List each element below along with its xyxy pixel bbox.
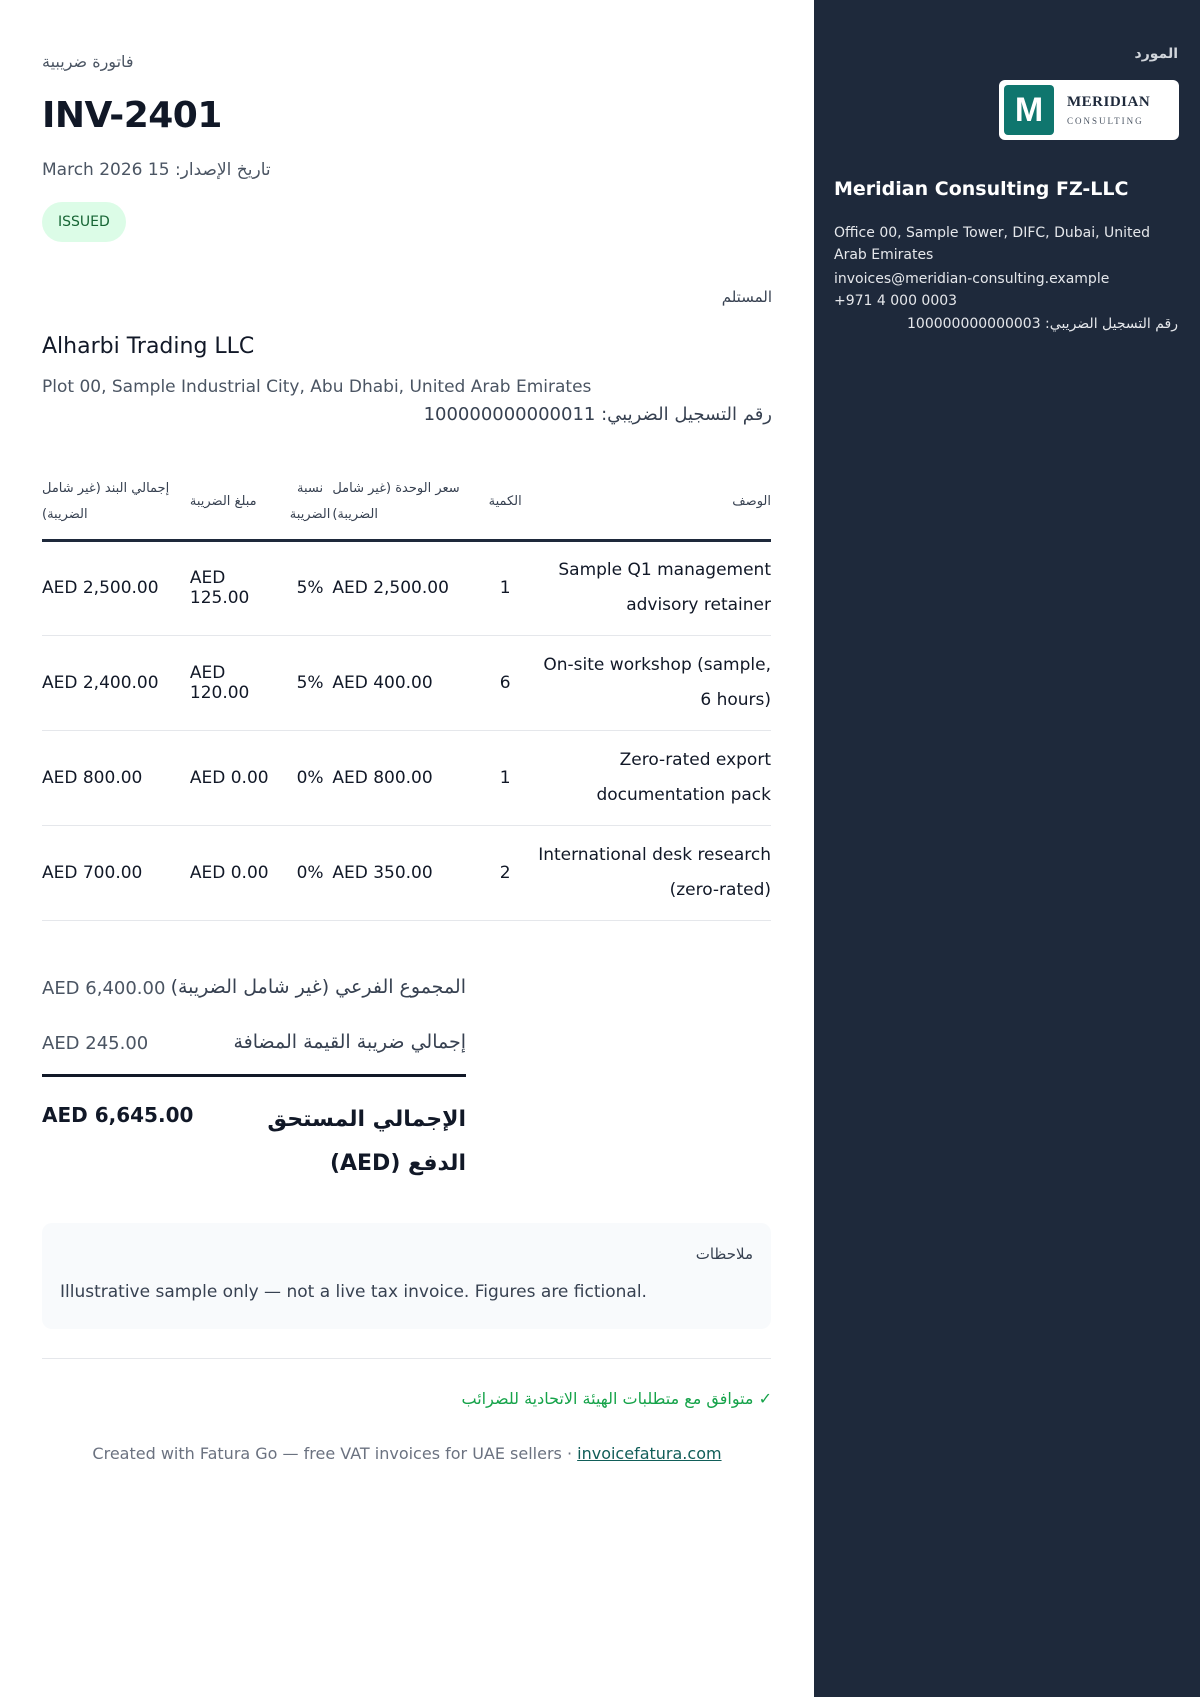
supplier-sidebar — [814, 0, 1200, 1697]
footer-credit — [0, 1444, 814, 1463]
header-quantity: الكمية — [480, 466, 530, 540]
supplier-address: Office 00, Sample Tower, DIFC, Dubai, United Arab Emirates — [834, 225, 1150, 263]
header-line-total: إجمالي البند (غير شامل الضريبة) — [42, 466, 190, 540]
cell-description: Zero-rated export documentation pack — [530, 730, 771, 825]
subtotal-label: المجموع الفرعي (غير شامل الضريبة) — [170, 976, 466, 998]
totals-block — [42, 970, 466, 1176]
cell-quantity: 6 — [480, 635, 530, 730]
cell-tax-rate: 0% — [290, 730, 331, 825]
cell-unit-price: AED 400.00 — [330, 635, 480, 730]
cell-unit-price: AED 800.00 — [330, 730, 480, 825]
grand-total-value: AED 6,645.00 — [42, 1103, 194, 1127]
cell-description: International desk research (zero-rated) — [530, 825, 771, 920]
supplier-trn: رقم التسجيل الضريبي: 100000000000003 — [907, 316, 1178, 332]
cell-tax-amount: AED 125.00 — [190, 540, 290, 635]
cell-tax-amount: AED 120.00 — [190, 635, 290, 730]
header-unit-price: سعر الوحدة (غير شامل الضريبة) — [330, 466, 480, 540]
cell-quantity: 1 — [480, 540, 530, 635]
supplier-email: invoices@meridian-consulting.example — [834, 271, 1110, 287]
supplier-logo — [999, 80, 1179, 140]
cell-tax-amount: AED 0.00 — [190, 730, 290, 825]
status-badge: ISSUED — [42, 202, 126, 242]
logo-wordmark: MERIDIAN — [1067, 94, 1151, 110]
recipient-name: Alharbi Trading LLC — [42, 334, 255, 359]
vat-total-value: AED 245.00 — [42, 1033, 149, 1054]
recipient-address: Plot 00, Sample Industrial City, Abu Dhabi, United Arab Emirates — [42, 377, 592, 397]
subtotal-row — [42, 970, 466, 1025]
logo-tagline: CONSULTING — [1067, 116, 1144, 126]
notes-text: Illustrative sample only — not a live tax invoice. Figures are fictional. — [60, 1282, 647, 1302]
cell-line-total: AED 2,400.00 — [42, 635, 190, 730]
subtotal-value: AED 6,400.00 — [42, 978, 166, 999]
cell-line-total: AED 700.00 — [42, 825, 190, 920]
totals-divider — [42, 1074, 466, 1077]
invoice-number: INV-2401 — [42, 95, 222, 136]
recipient-trn: رقم التسجيل الضريبي: 100000000000011 — [423, 404, 772, 425]
table-row — [42, 730, 771, 825]
logo-mark-icon: M — [1004, 85, 1054, 135]
notes-title: ملاحظات — [695, 1245, 753, 1263]
vat-total-label: إجمالي ضريبة القيمة المضافة — [233, 1031, 466, 1053]
cell-line-total: AED 2,500.00 — [42, 540, 190, 635]
cell-line-total: AED 800.00 — [42, 730, 190, 825]
line-items-table — [42, 466, 771, 921]
footer-divider — [42, 1358, 771, 1359]
document-type: فاتورة ضريبية — [42, 52, 134, 71]
cell-description: Sample Q1 management advisory retainer — [530, 540, 771, 635]
cell-tax-rate: 5% — [290, 540, 331, 635]
supplier-label: المورد — [1134, 46, 1178, 62]
header-tax-amount: مبلغ الضريبة — [190, 466, 290, 540]
table-row — [42, 540, 771, 635]
cell-unit-price: AED 2,500.00 — [330, 540, 480, 635]
cell-description: On-site workshop (sample, 6 hours) — [530, 635, 771, 730]
vat-total-row — [42, 1025, 466, 1080]
cell-quantity: 2 — [480, 825, 530, 920]
fta-compliance-note: ✓ متوافق مع متطلبات الهيئة الاتحادية للضرائب — [461, 1389, 772, 1408]
cell-unit-price: AED 350.00 — [330, 825, 480, 920]
cell-quantity: 1 — [480, 730, 530, 825]
footer-text: Created with Fatura Go — free VAT invoices for UAE sellers · — [92, 1444, 578, 1463]
supplier-phone: +971 4 000 0003 — [834, 293, 958, 309]
cell-tax-amount: AED 0.00 — [190, 825, 290, 920]
notes-box — [42, 1223, 771, 1329]
table-header-row — [42, 466, 771, 540]
header-description: الوصف — [530, 466, 771, 540]
cell-tax-rate: 0% — [290, 825, 331, 920]
header-tax-rate: نسبة الضريبة — [290, 466, 331, 540]
table-row — [42, 825, 771, 920]
grand-total-label: الإجمالي المستحق الدفع (AED) — [267, 1107, 466, 1176]
footer-link[interactable]: invoicefatura.com — [577, 1444, 722, 1463]
supplier-name: Meridian Consulting FZ-LLC — [834, 178, 1129, 200]
recipient-label: المستلم — [721, 288, 772, 306]
cell-tax-rate: 5% — [290, 635, 331, 730]
issue-date: تاريخ الإصدار: 15 March 2026 — [42, 160, 271, 180]
table-row — [42, 635, 771, 730]
